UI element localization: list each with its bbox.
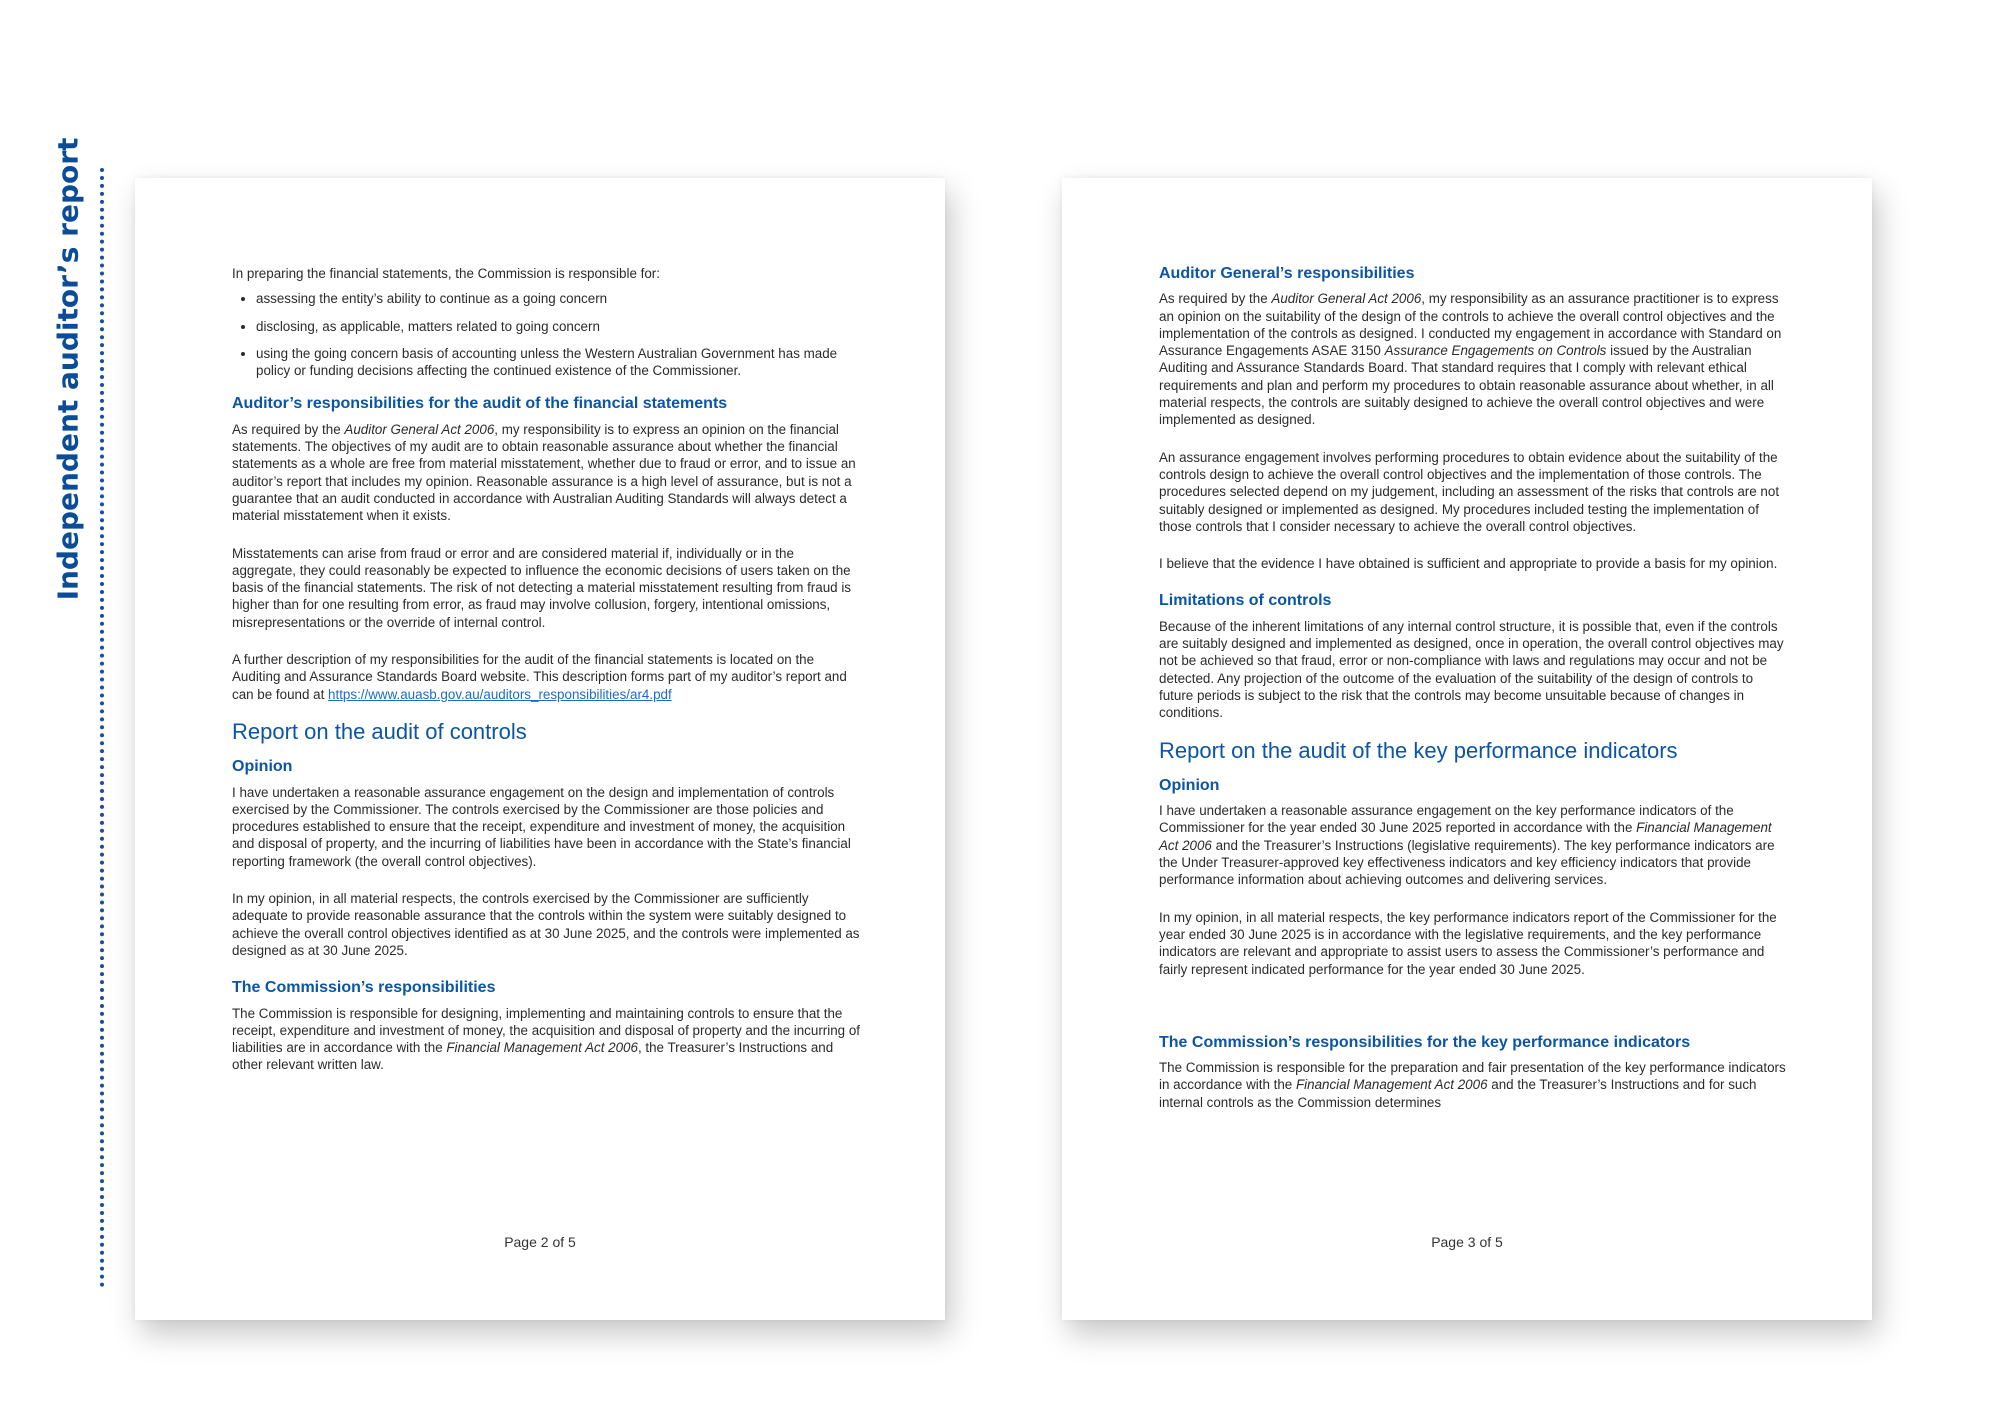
paragraph: Because of the inherent limitations of any internal control structure, it is possible that, even if the controls are suitably designed and implemented as designed, once in operation, the overall control objectives may not be achieved so that fraud, error or non-compliance with laws and regulations may occur and not be detected. Any projection of the outcome of the evaluation of the suitability of the design of controls to future periods is subject to the risk that the controls may become unsuitable because of changes in conditions. [1159, 618, 1784, 721]
paragraph: As required by the Auditor General Act 2006, my responsibility is to express an opinion on the financial statements. The objectives of my audit are to obtain reasonable assurance about whether the financial statements as a whole are free from material misstatement, whether due to fraud or error, and to issue an auditor’s report that includes my opinion. Reasonable assurance is a high level of assurance, but is not a guarantee that an audit conducted in accordance with Australian Auditing Standards will always detect a material misstatement when it exists. [232, 421, 856, 524]
heading-report-kpi: Report on the audit of the key performance indicators [1159, 737, 1678, 763]
heading-opinion: Opinion [1159, 776, 1220, 794]
page-number: Page 2 of 5 [504, 1234, 576, 1250]
spacer [1159, 998, 1787, 1018]
paragraph: I have undertaken a reasonable assurance engagement on the design and implementation of controls exercised by the Commissioner. The controls exercised by the Commissioner are those policies and procedures established to ensure that the receipt, expenditure and investment of money, the acquisition and disposal of property, and the incurring of liabilities have been in accordance with the State’s financial reporting framework (the overall control objectives). [232, 784, 851, 869]
paragraph: Misstatements can arise from fraud or error and are considered material if, individually or in the aggregate, they could reasonably be expected to influence the economic decisions of users taken on the basis of the financial statements. The risk of not detecting a material misstatement resulting from fraud is higher than for one resulting from error, as fraud may involve collusion, forgery, intentional omissions, misrepresentations or the override of internal control. [232, 545, 851, 630]
heading-opinion: Opinion [232, 758, 293, 776]
paragraph: In my opinion, in all material respects, the controls exercised by the Commissioner are sufficiently adequate to provide reasonable assurance that the controls within the system were suitably designed to achieve the overall control objectives identified as at 30 June 2025, and the controls were implemented as designed as at 30 June 2025. [232, 891, 860, 958]
heading-commission-kpi-responsibilities: The Commission’s responsibilities for the key performance indicators [1159, 1033, 1691, 1051]
side-title [48, 137, 88, 601]
paragraph: As required by the Auditor General Act 2006, my responsibility as an assurance practitioner is to express an opinion on the suitability of the design of the controls to achieve the overall control objectives and the implementation of the controls as designed. I conducted my engagement in accordance with Standard on Assurance Engagements ASAE 3150 Assurance Engagements on Controls issued by the Australian Auditing and Assurance Standards Board. That standard requires that I comply with relevant ethical requirements and plan and perform my procedures to obtain reasonable assurance about whether, in all material respects, the controls are suitably designed to achieve the overall control objectives and were implemented as designed. [1159, 291, 1782, 428]
page-number: Page 3 of 5 [1431, 1234, 1503, 1250]
paragraph: I have undertaken a reasonable assurance engagement on the key performance indicators of the Commissioner for the year ended 30 June 2025 reported in accordance with the Financial Management Act 2006 and the Treasurer’s Instructions (legislative requirements). The key performance indicators are the Under Treasurer-approved key effectiveness indicators and key efficiency indicators that provide performance information about achieving outcomes and delivering services. [1159, 803, 1775, 888]
paragraph: An assurance engagement involves performing procedures to obtain evidence about the suitability of the controls design to achieve the overall control objectives and the implementation of those controls. The procedures selected depend on my judgement, including an assessment of the risks that controls are not suitably designed or implemented as designed. My procedures included testing the implementation of those controls that I consider necessary to achieve the overall control objectives. [1159, 449, 1780, 534]
list-item: • disclosing, as applicable, matters related to going concern [256, 318, 860, 335]
page-3-body [1159, 265, 1787, 1131]
page-3 [1062, 178, 1872, 1320]
responsibility-list [232, 290, 860, 379]
heading-ag-responsibilities: Auditor General’s responsibilities [1159, 265, 1415, 282]
side-title-text: Independent auditor’s report [51, 137, 85, 601]
list-item: • assessing the entity’s ability to continue as a going concern [256, 290, 860, 307]
page-2-body [232, 265, 860, 1094]
list-item: • using the going concern basis of accounting unless the Western Australian Government has made policy or funding decisions affecting the continued existence of the Commissioner. [256, 345, 860, 380]
paragraph: The Commission is responsible for the preparation and fair presentation of the key performance indicators in accordance with the Financial Management Act 2006 and the Treasurer’s Instructions and for such internal controls as the Commission determines [1159, 1060, 1786, 1110]
auasb-link[interactable]: https://www.auasb.gov.au/auditors_responsibilities/ar4.pdf [328, 686, 672, 702]
paragraph: In my opinion, in all material respects, the key performance indicators report of the Commissioner for the year ended 30 June 2025 is in accordance with the legislative requirements, and the key performance indicators are relevant and appropriate to assist users to assess the Commissioner’s performance and fairly represent indicated performance for the year ended 30 June 2025. [1159, 909, 1777, 977]
heading-report-controls: Report on the audit of controls [232, 718, 527, 744]
dotted-divider [100, 168, 104, 1288]
heading-limitations: Limitations of controls [1159, 592, 1332, 610]
paragraph: The Commission is responsible for designing, implementing and maintaining controls to ensure that the receipt, expenditure and investment of money, the acquisition and disposal of property and the incurring of liabilities are in accordance with the Financial Management Act 2006, the Treasurer’s Instructions and other relevant written law. [232, 1005, 860, 1073]
heading-commission-responsibilities: The Commission’s responsibilities [232, 979, 496, 997]
heading-auditor-responsibilities: Auditor’s responsibilities for the audit of the financial statements [232, 395, 728, 413]
paragraph: I believe that the evidence I have obtained is sufficient and appropriate to provide a basis for my opinion. [1159, 556, 1778, 572]
paragraph: A further description of my responsibilities for the audit of the financial statements is located on the Auditing and Assurance Standards Board website. This description forms part of my auditor’s report and can be found at https://www.auasb.gov.au/auditors_responsibilities/ar4.pdf [232, 652, 847, 702]
page-2 [135, 178, 945, 1320]
intro-paragraph: In preparing the financial statements, the Commission is responsible for: [232, 266, 660, 281]
